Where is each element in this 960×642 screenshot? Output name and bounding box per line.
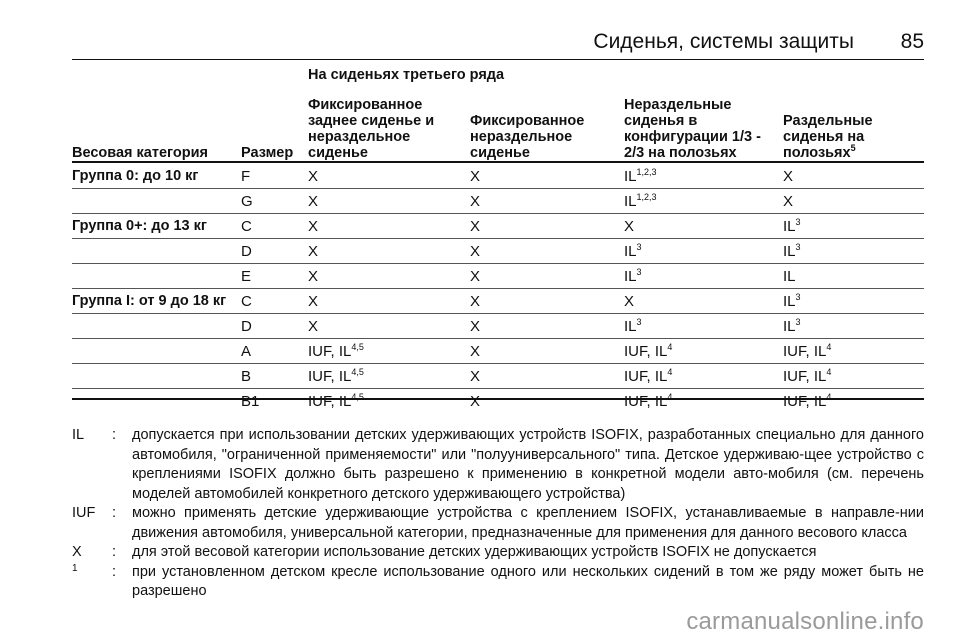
column-header-line: сиденье [308,145,368,161]
table-row [72,213,924,238]
cell-group: Группа I: от 9 до 18 кг [72,293,227,309]
cell-c1: X [308,243,319,260]
cell-group: Группа 0+: до 13 кг [72,218,207,234]
cell-c2: X [470,168,481,185]
table-header-divider [72,161,924,163]
footnote-ref: 4,5 [351,342,364,352]
footnote-ref: 3 [795,292,801,302]
header-divider [72,59,924,60]
column-header-split-rails [624,97,761,161]
footnote-ref: 4 [667,367,673,377]
column-header-line: сиденье [470,145,530,161]
column-header-fixed-bench [470,113,584,161]
cell-c1: X [308,268,319,285]
table-row [72,363,924,388]
legend-note [72,563,924,602]
table-group-title: На сиденьях третьего ряда [308,67,505,83]
cell-c3: $IL^3$ [624,242,642,260]
column-header-line: Фиксированное [308,97,423,113]
column-header-line: Фиксированное [470,113,585,129]
cell-c2: X [470,368,481,385]
table-row [72,263,924,288]
cell-group: Группа 0: до 10 кг [72,168,199,184]
footnote-ref: 4,5 [351,367,364,377]
footnote-ref: 3 [636,267,642,277]
footnote-ref: 4 [826,392,832,402]
column-header-fixed-rear-seat [308,97,434,161]
legend-term: X [72,544,82,560]
column-header-line: полозьях$^5$ [783,143,856,161]
column-header-line: нераздельное [308,129,411,145]
column-header-line: нераздельное [470,129,573,145]
footnote-ref: 3 [795,317,801,327]
watermark: carmanualsonline.info [686,608,924,635]
cell-size: F [241,168,251,185]
legend-note [72,426,924,504]
cell-c3: X [624,293,635,310]
legend-text: можно применять детские удерживающие устройства с креплением ISOFIX, устанавливаемые в направле-нии движения автомобиля, универсальной категории, предназначенные для применения для данного весового класса [132,505,924,541]
column-header-line: конфигурации 1/3 - [624,129,761,145]
cell-c2: X [470,243,481,260]
cell-c4: X [783,193,794,210]
cell-size: C [241,293,252,310]
column-header-size: Размер [241,145,294,161]
cell-size: B [241,368,252,385]
cell-c1: X [308,293,319,310]
legend-term: IL [72,427,85,443]
cell-c2: X [470,293,481,310]
cell-c3: IUF, $IL^4$ [624,342,673,360]
page-title: Сиденья, системы защиты [593,30,854,53]
cell-c4: $IL^3$ [783,217,801,235]
cell-size: D [241,318,252,335]
cell-c3: IL$^{1,2,3}$ [624,192,657,210]
legend-note [72,504,924,543]
cell-c2: X [470,318,481,335]
column-header-line: Раздельные [783,113,873,129]
table-row [72,164,924,188]
column-header-line: 2/3 на полозьях [624,145,737,161]
cell-c1: IUF, IL$^{4,5}$ [308,392,364,410]
legend-colon: : [112,563,117,580]
cell-c3: X [624,218,635,235]
footnote-ref: 4 [826,367,832,377]
cell-size: G [241,193,253,210]
legend-term: IUF [72,505,96,521]
cell-c1: X [308,318,319,335]
cell-c2: X [470,218,481,235]
footnote-ref: 3 [795,217,801,227]
isofix-table [72,164,924,413]
cell-c4: IL [783,268,796,285]
cell-c1: X [308,168,319,185]
cell-c1: X [308,218,319,235]
cell-c1: X [308,193,319,210]
legend-text: допускается при использовании детских удерживающих устройств ISOFIX, разработанных специально для данного автомобиля, "ограниченной применяемости" или "полууниверсального" типа. Детское удерживаю-щее устройство с креплениями ISOFIX должно быть разрешено к применению в конкретной модели авто-мобиля (см. перечень моделей автомобилей конкретного детского удерживающего устройства) [132,427,924,502]
cell-c4: $IL^3$ [783,292,801,310]
footnote-ref: 1,2,3 [636,192,657,202]
cell-size: A [241,343,252,360]
cell-c4: $IL^3$ [783,242,801,260]
cell-c2: X [470,268,481,285]
cell-size: C [241,218,252,235]
cell-c4: X [783,168,794,185]
cell-size: D [241,243,252,260]
column-header-line: сиденья в [624,113,698,129]
footnote-ref: 3 [795,242,801,252]
cell-c3: IL$^{1,2,3}$ [624,167,657,185]
footnote-ref: 5 [850,143,856,153]
cell-c4: IUF, $IL^4$ [783,392,832,410]
column-header-separate-rails [783,113,873,161]
table-row [72,338,924,363]
cell-c3: IUF, $IL^4$ [624,367,673,385]
column-header-line: Нераздельные [624,97,732,113]
page-header [72,30,924,52]
cell-c3: $IL^3$ [624,267,642,285]
legend-colon: : [112,544,117,560]
footnote-ref: 4,5 [351,392,364,402]
column-header-line: сиденья на [783,129,865,145]
footnote-ref: 1,2,3 [636,167,657,177]
table-bottom-divider [72,398,924,400]
table-row [72,388,924,413]
legend-colon: : [112,505,117,521]
cell-c1: IUF, IL$^{4,5}$ [308,342,364,360]
footnote-ref: 4 [826,342,832,352]
table-row [72,238,924,263]
legend-note [72,543,924,563]
cell-c3: IUF, $IL^4$ [624,392,673,410]
cell-c2: X [470,193,481,210]
column-header-line: заднее сиденье и [308,113,435,129]
legend-text: при установленном детском кресле использование одного или нескольких сидений в том же ряду может быть не разрешено [132,563,924,599]
footnote-ref: 3 [636,317,642,327]
cell-c4: IUF, $IL^4$ [783,367,832,385]
legend-notes [72,426,924,602]
legend-colon: : [112,427,117,443]
table-row [72,188,924,213]
cell-c4: IUF, $IL^4$ [783,342,832,360]
table-row [72,313,924,338]
page-number: 85 [900,30,924,53]
legend-text: для этой весовой категории использование детских удерживающих устройств ISOFIX не допускается [132,544,817,560]
column-header-weight: Весовая категория [72,145,208,161]
footnote-ref: 4 [667,342,673,352]
footnote-ref: 4 [667,392,673,402]
table-row [72,288,924,313]
cell-size: E [241,268,252,285]
cell-c4: $IL^3$ [783,317,801,335]
cell-c2: X [470,393,481,410]
cell-c1: IUF, IL$^{4,5}$ [308,367,364,385]
footnote-ref: 3 [636,242,642,252]
cell-c3: $IL^3$ [624,317,642,335]
cell-size: B1 [241,393,260,410]
cell-c2: X [470,343,481,360]
legend-term: 1 [72,562,78,574]
